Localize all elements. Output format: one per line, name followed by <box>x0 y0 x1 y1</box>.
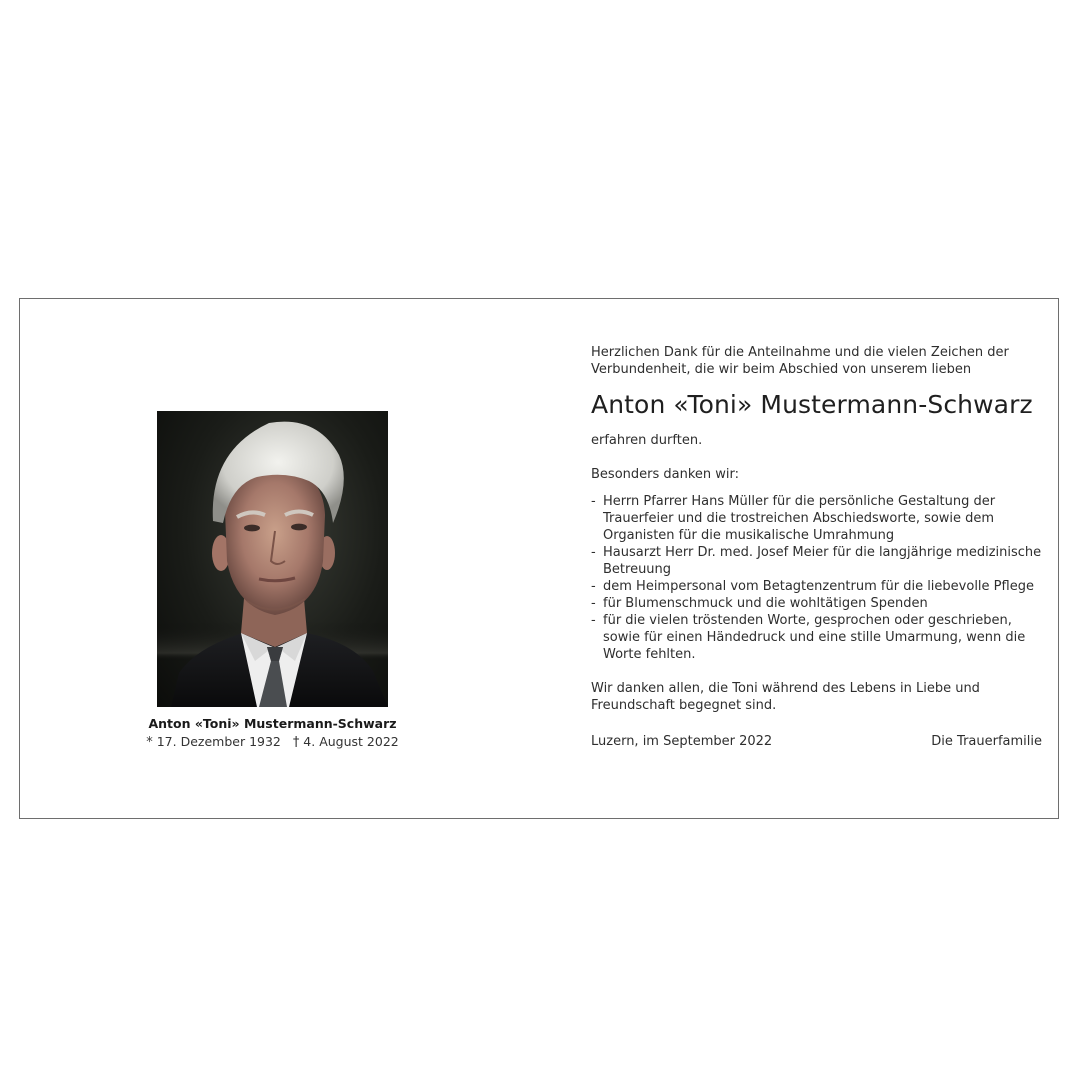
thanks-list <box>591 493 1046 663</box>
after-name-text: erfahren durften. <box>591 433 703 448</box>
death-symbol: † <box>292 735 300 750</box>
birth-symbol: * <box>146 735 153 750</box>
portrait-caption <box>140 715 405 752</box>
intro-text: Herzlichen Dank für die Anteilnahme und die vielen Zeichen der Verbundenheit, die wir beim Abschied von unserem lieben <box>591 345 1009 377</box>
headline-name: Anton «Toni» Mustermann-Schwarz <box>591 390 1033 419</box>
list-item: - dem Heimpersonal vom Betagtenzentrum für die liebevolle Pflege <box>591 578 1046 595</box>
birth-date: 17. Dezember 1932 <box>156 734 281 749</box>
list-item: - für die vielen tröstenden Worte, gesprochen oder geschrieben, sowie für einen Händedruck und eine stille Umarmung, wenn die Worte fehlten. <box>591 612 1046 663</box>
thanks-heading: Besonders danken wir: <box>591 467 740 482</box>
life-dates <box>140 733 405 752</box>
place-date: Luzern, im September 2022 <box>591 734 773 749</box>
closing-text: Wir danken allen, die Toni während des Lebens in Liebe und Freundschaft begegnet sind. <box>591 681 980 713</box>
list-item: - für Blumenschmuck und die wohltätigen Spenden <box>591 595 1046 612</box>
list-item: - Herrn Pfarrer Hans Müller für die persönliche Gestaltung der Trauerfeier und die trostreichen Abschiedsworte, sowie dem Organisten für die musikalische Umrahmung <box>591 493 1046 544</box>
list-item: - Hausarzt Herr Dr. med. Josef Meier für die langjährige medizinische Betreuung <box>591 544 1046 578</box>
portrait-photo <box>157 411 388 707</box>
death-date: 4. August 2022 <box>303 734 399 749</box>
thank-you-card <box>19 298 1059 819</box>
message-body <box>591 344 1046 714</box>
signature: Die Trauerfamilie <box>931 734 1042 749</box>
deceased-name: Anton «Toni» Mustermann-Schwarz <box>148 716 397 731</box>
